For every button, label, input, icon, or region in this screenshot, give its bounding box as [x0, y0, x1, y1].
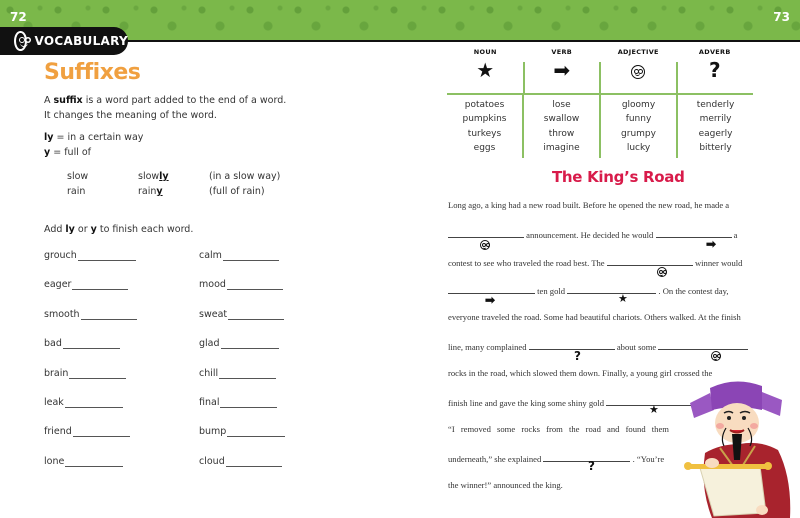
exercise-word: mood — [199, 279, 226, 291]
word: throw — [548, 128, 575, 139]
blank-adjective[interactable] — [658, 340, 748, 350]
story-text: Long ago, a king had a new road built. Before he opened the new road, he made a — [448, 200, 730, 210]
word: bitterly — [699, 142, 732, 153]
exercise-item — [199, 309, 285, 338]
column-label: ADVERB — [698, 48, 731, 56]
face-icon-wrap — [600, 58, 677, 82]
answer-blank[interactable] — [65, 456, 123, 467]
example-root: rain — [138, 186, 157, 197]
story-text: underneath,” she explained — [448, 454, 542, 464]
exercise-word: eager — [44, 279, 72, 291]
instruction-text: or — [74, 224, 91, 235]
example-suffix: ly — [159, 171, 169, 182]
story-line — [448, 256, 742, 268]
exercise-item — [199, 338, 285, 367]
exercise-item — [44, 397, 137, 426]
arrow-right-icon: ➡ — [553, 58, 571, 82]
answer-blank[interactable] — [78, 250, 136, 261]
exercise-word: cloud — [199, 455, 225, 467]
answer-blank[interactable] — [219, 368, 276, 379]
exercise-word: grouch — [44, 250, 77, 261]
face-icon — [480, 240, 490, 250]
exercise-instruction — [44, 224, 193, 235]
story-text: winner would — [694, 258, 743, 268]
story-text: “I removed some rocks from the road and found them — [448, 424, 669, 434]
smiley-face-icon — [14, 31, 27, 51]
column-label: VERB — [551, 48, 573, 56]
exercise-column-right — [199, 250, 285, 485]
star-icon: ★ — [618, 293, 628, 305]
word: potatoes — [464, 100, 505, 110]
exercise-item — [199, 426, 285, 455]
adjective-hint — [711, 351, 721, 362]
section-label: VOCABULARY — [34, 34, 128, 48]
rule-suffix: ly — [44, 132, 54, 143]
blank-noun[interactable] — [567, 284, 656, 294]
story-line — [448, 452, 664, 464]
suffix-term: suffix — [53, 95, 83, 106]
example-suffix: y — [156, 186, 163, 197]
story-line — [448, 340, 748, 352]
exercise-item — [199, 368, 285, 397]
adjective-column — [599, 95, 676, 158]
face-icon — [711, 351, 721, 361]
story-text: contest to see who traveled the road best. The — [448, 258, 605, 268]
story-text: about some — [616, 342, 657, 352]
word: eggs — [473, 142, 496, 153]
column-label: NOUN — [473, 48, 497, 56]
star-icon: ★ — [476, 58, 495, 82]
word: grumpy — [621, 128, 656, 139]
story-text: . On the contest day, — [658, 286, 729, 296]
story-title: The King’s Road — [552, 168, 685, 186]
rule-y — [44, 145, 143, 160]
story-text: ten gold — [537, 286, 566, 296]
word: turkeys — [467, 128, 502, 139]
exercise-word: calm — [199, 250, 222, 261]
instruction-text: to finish each word. — [96, 224, 194, 235]
rule-meaning: = full of — [50, 147, 92, 158]
exercise-item — [44, 368, 137, 397]
exercise-word: glad — [199, 338, 220, 350]
answer-blank[interactable] — [226, 456, 282, 467]
parts-of-speech-table — [447, 46, 753, 158]
adjective-hint — [657, 267, 667, 278]
blank-verb[interactable] — [656, 228, 732, 238]
page-title-suffixes: Suffixes — [44, 60, 141, 85]
blank-adjective[interactable] — [448, 228, 524, 238]
answer-blank[interactable] — [228, 309, 284, 320]
arrow-right-icon: ➡ — [706, 237, 717, 251]
face-icon — [631, 65, 645, 79]
answer-blank[interactable] — [69, 368, 126, 379]
intro-text: is a word part added to the end of a word. — [82, 95, 287, 106]
exercise-item — [44, 338, 137, 367]
story-text: a — [733, 230, 738, 240]
exercise-word: brain — [44, 367, 69, 379]
story-text: . “You’re — [632, 454, 665, 464]
exercise-item — [44, 250, 137, 279]
table-body — [447, 95, 753, 158]
answer-blank[interactable] — [221, 338, 279, 349]
story-text: everyone traveled the road. Some had beautiful chariots. Others walked. At the finish — [448, 312, 741, 322]
word: merrily — [699, 114, 732, 125]
header-adverb — [677, 46, 754, 93]
exercise-word: lone — [44, 455, 65, 467]
blank-adjective[interactable] — [607, 256, 693, 266]
word: pumpkins — [462, 114, 507, 125]
answer-blank[interactable] — [220, 397, 277, 408]
verb-column — [522, 95, 599, 158]
face-icon — [657, 267, 667, 277]
answer-blank[interactable] — [223, 250, 279, 261]
rule-meaning: = in a certain way — [53, 132, 144, 143]
suffix-rules — [44, 130, 143, 160]
story-text: announcement. He decided he would — [526, 230, 654, 240]
example-derived — [138, 169, 209, 184]
star-icon: ★ — [649, 404, 659, 416]
example-base: rain — [67, 186, 86, 197]
answer-blank[interactable] — [227, 279, 283, 290]
story-text: rocks in the road, which slowed them down. Finally, a young girl crossed the — [448, 368, 713, 378]
exercise-word: smooth — [44, 308, 80, 320]
intro-paragraph — [44, 93, 286, 123]
blank-adverb[interactable] — [529, 340, 615, 350]
exercise-word: sweat — [199, 308, 228, 320]
right-page-number: 73 — [773, 10, 790, 24]
instruction-text: Add — [44, 224, 66, 235]
example-root: slow — [138, 171, 160, 182]
column-label: ADJECTIVE — [617, 48, 659, 56]
word: eagerly — [698, 128, 733, 139]
question-icon: ? — [708, 58, 721, 82]
left-page-number: 72 — [10, 10, 27, 24]
exercise-item — [44, 426, 137, 455]
exercise-word: chill — [199, 367, 219, 379]
exercise-item — [44, 279, 137, 308]
story-text: line, many complained — [448, 342, 527, 352]
answer-blank[interactable] — [227, 426, 285, 437]
word: lucky — [626, 142, 651, 153]
story-line — [448, 368, 712, 378]
example-derived — [138, 184, 209, 199]
answer-blank[interactable] — [81, 309, 137, 320]
exercise-item — [44, 309, 137, 338]
noun-column — [447, 95, 522, 158]
table-header-row — [447, 46, 753, 93]
example-base: slow — [67, 171, 89, 182]
vocabulary-section-tab — [0, 27, 128, 55]
suffix-examples — [67, 169, 280, 199]
question-icon: ? — [574, 349, 581, 363]
rule-suffix: y — [44, 147, 51, 158]
exercise-item — [44, 456, 137, 485]
header-noun — [447, 46, 524, 93]
question-icon: ? — [588, 459, 595, 473]
word: imagine — [543, 142, 580, 153]
word: lose — [552, 100, 571, 110]
answer-blank[interactable] — [72, 279, 128, 290]
exercise-item — [199, 279, 285, 308]
word: funny — [625, 114, 652, 125]
answer-blank[interactable] — [73, 426, 130, 437]
example-gloss: (in a slow way) — [209, 171, 281, 182]
exercise-word: final — [199, 396, 220, 408]
adjective-hint — [480, 240, 490, 251]
story-text: the winner!” announced the king. — [448, 480, 563, 490]
example-gloss: (full of rain) — [209, 186, 265, 197]
exercise-word: leak — [44, 396, 64, 408]
arrow-right-icon: ➡ — [485, 293, 496, 307]
instruction-suffix: y — [90, 224, 97, 235]
story-line — [448, 312, 741, 322]
story-line — [448, 228, 738, 240]
instruction-suffix: ly — [65, 224, 75, 235]
exercise-item — [199, 397, 285, 426]
king-illustration — [680, 378, 795, 518]
story-line — [448, 396, 699, 408]
word: swallow — [543, 114, 580, 125]
story-line — [448, 424, 669, 434]
exercise-column-left — [44, 250, 137, 485]
story-text: finish line and gave the king some shiny gold — [448, 398, 605, 408]
exercise-word: bad — [44, 338, 62, 350]
header-adjective — [600, 46, 677, 93]
header-verb — [524, 46, 601, 93]
exercise-item — [199, 250, 285, 279]
exercise-word: friend — [44, 426, 72, 438]
answer-blank[interactable] — [65, 397, 123, 408]
blank-adverb[interactable] — [543, 452, 630, 462]
exercise-item — [199, 456, 285, 485]
rule-ly — [44, 130, 143, 145]
adverb-column — [676, 95, 753, 158]
story-line — [448, 200, 729, 210]
word: gloomy — [621, 100, 656, 110]
example-row — [67, 184, 280, 199]
example-row — [67, 169, 280, 184]
word: tenderly — [696, 100, 735, 110]
answer-blank[interactable] — [63, 338, 120, 349]
exercise-word: bump — [199, 426, 227, 438]
intro-text: It changes the meaning of the word. — [44, 110, 217, 121]
intro-text: A — [44, 95, 54, 106]
story-line — [448, 480, 563, 490]
